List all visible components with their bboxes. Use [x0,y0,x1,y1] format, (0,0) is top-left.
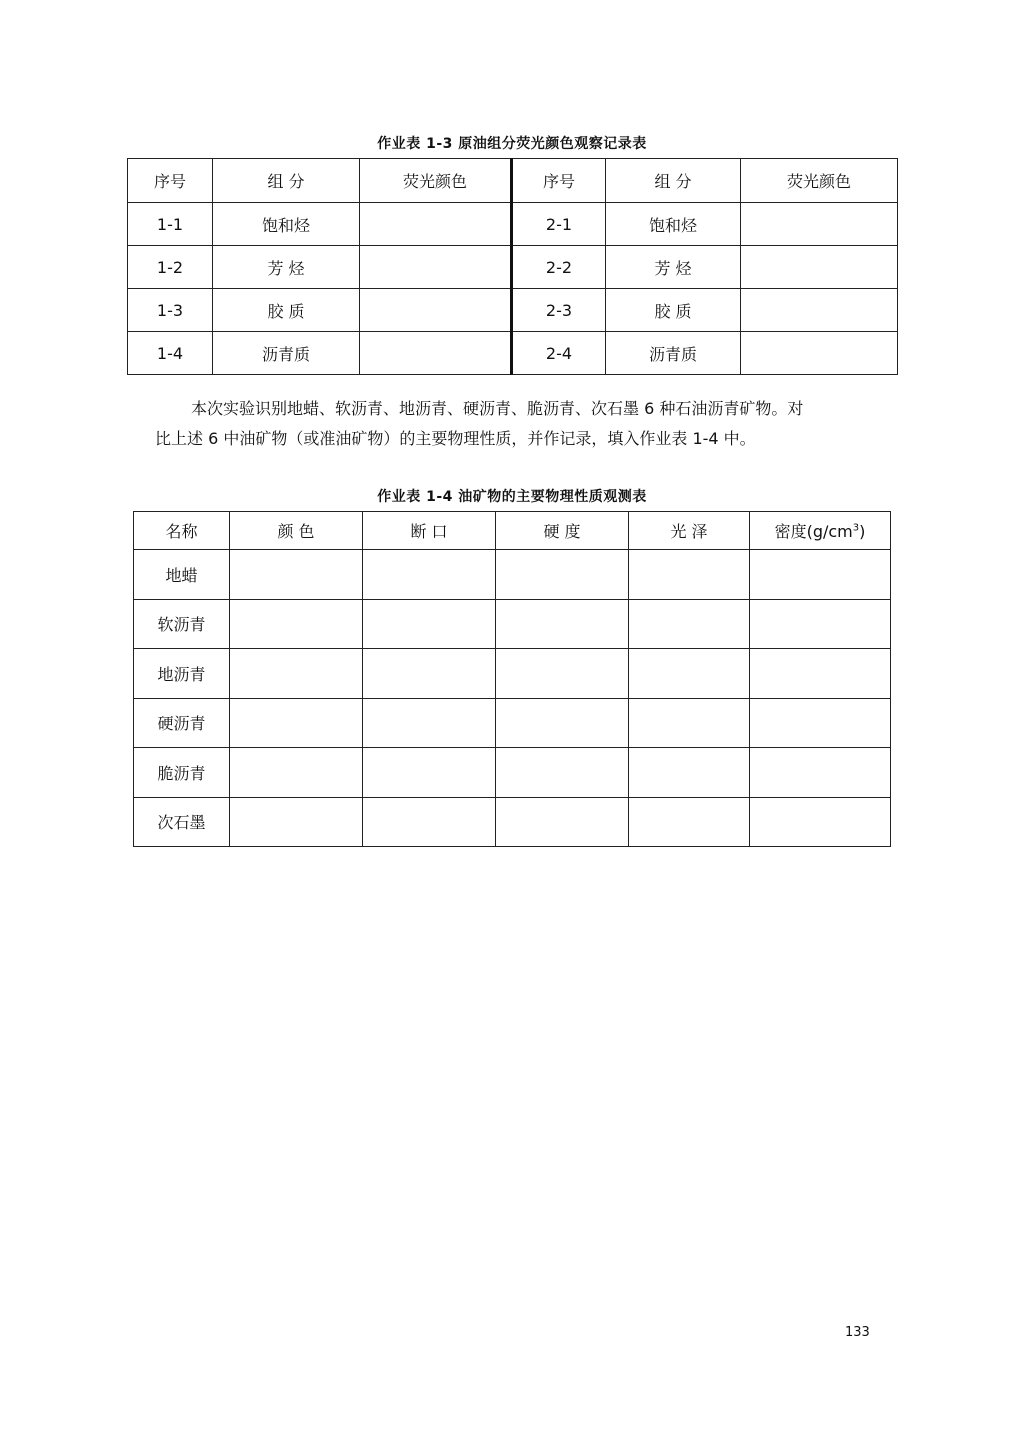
table-cell-blank[interactable] [496,797,629,847]
table-cell-blank[interactable] [363,748,496,798]
table-cell-blank[interactable] [629,797,750,847]
table-cell: 胶 质 [606,289,741,332]
table-cell-blank[interactable] [629,748,750,798]
header-cell: 组 分 [213,159,360,203]
table-cell-blank[interactable] [230,748,363,798]
page-number: 133 [845,1325,870,1340]
table-cell: 芳 烃 [606,246,741,289]
table-1-3-caption: 作业表 1-3 原油组分荧光颜色观察记录表 [377,136,647,152]
table-row [134,550,891,600]
mineral-name-cell: 硬沥青 [134,698,230,748]
table-cell-blank[interactable] [750,649,891,699]
mineral-name-cell: 软沥青 [134,599,230,649]
table-cell-blank[interactable] [360,289,512,332]
header-cell: 序号 [512,159,606,203]
table-cell: 沥青质 [213,332,360,375]
table-cell-blank[interactable] [750,599,891,649]
table-row [128,289,898,332]
table-cell: 1-4 [128,332,213,375]
header-cell-density: 密度$(g/cm^3)$ [750,512,891,550]
table-cell: 饱和烃 [213,203,360,246]
table-cell-blank[interactable] [360,332,512,375]
table-cell-blank[interactable] [496,599,629,649]
table-cell-blank[interactable] [363,599,496,649]
physical-properties-table [133,511,891,847]
mineral-name-cell: 地沥青 [134,649,230,699]
header-cell: 序号 [128,159,213,203]
table-cell-blank[interactable] [363,550,496,600]
table-cell-blank[interactable] [496,748,629,798]
table-cell-blank[interactable] [230,698,363,748]
table-cell-blank[interactable] [496,698,629,748]
table-cell-blank[interactable] [750,797,891,847]
table-cell: 2-3 [512,289,606,332]
table-cell-blank[interactable] [363,797,496,847]
table-row [134,748,891,798]
table-cell-blank[interactable] [741,203,898,246]
table-header-row [128,159,898,203]
header-cell: 硬 度 [496,512,629,550]
table-cell-blank[interactable] [629,550,750,600]
table-cell-blank[interactable] [230,599,363,649]
table-cell-blank[interactable] [629,698,750,748]
table-cell-blank[interactable] [750,550,891,600]
table-cell: 2-4 [512,332,606,375]
header-cell: 名称 [134,512,230,550]
table-cell-blank[interactable] [741,332,898,375]
table-cell-blank[interactable] [360,203,512,246]
table-cell-blank[interactable] [363,649,496,699]
mineral-name-cell: 次石墨 [134,797,230,847]
fluorescence-record-table [127,158,898,375]
table-header-row [134,512,891,550]
table-row [128,246,898,289]
table-cell-blank[interactable] [750,748,891,798]
table-row [134,649,891,699]
header-cell: 荧光颜色 [360,159,512,203]
header-cell: 组 分 [606,159,741,203]
table-row [134,698,891,748]
table-cell: 2-1 [512,203,606,246]
header-cell: 断 口 [363,512,496,550]
table-cell: 1-3 [128,289,213,332]
table-cell-blank[interactable] [360,246,512,289]
table-row [134,599,891,649]
table-cell-blank[interactable] [629,599,750,649]
instruction-paragraph [155,394,870,454]
header-cell: 荧光颜色 [741,159,898,203]
table-cell-blank[interactable] [230,797,363,847]
paragraph-line: 比上述 6 中油矿物（或准油矿物）的主要物理性质，并作记录，填入作业表 1-4 中。 [155,429,756,448]
table-cell: 胶 质 [213,289,360,332]
table-cell: 芳 烃 [213,246,360,289]
table-row [128,203,898,246]
table-cell-blank[interactable] [496,550,629,600]
table-cell: 沥青质 [606,332,741,375]
table-1-4-caption: 作业表 1-4 油矿物的主要物理性质观测表 [377,489,647,505]
table-cell: 饱和烃 [606,203,741,246]
table-cell-blank[interactable] [741,246,898,289]
table-cell: 2-2 [512,246,606,289]
table-cell-blank[interactable] [741,289,898,332]
table-cell-blank[interactable] [230,649,363,699]
paragraph-line: 本次实验识别地蜡、软沥青、地沥青、硬沥青、脆沥青、次石墨 6 种石油沥青矿物。对 [191,399,804,418]
mineral-name-cell: 地蜡 [134,550,230,600]
table-cell-blank[interactable] [230,550,363,600]
header-cell: 光 泽 [629,512,750,550]
table-cell-blank[interactable] [750,698,891,748]
table-cell-blank[interactable] [363,698,496,748]
mineral-name-cell: 脆沥青 [134,748,230,798]
table-cell: 1-1 [128,203,213,246]
header-cell: 颜 色 [230,512,363,550]
table-row [128,332,898,375]
table-cell-blank[interactable] [496,649,629,699]
table-cell: 1-2 [128,246,213,289]
table-row [134,797,891,847]
table-cell-blank[interactable] [629,649,750,699]
